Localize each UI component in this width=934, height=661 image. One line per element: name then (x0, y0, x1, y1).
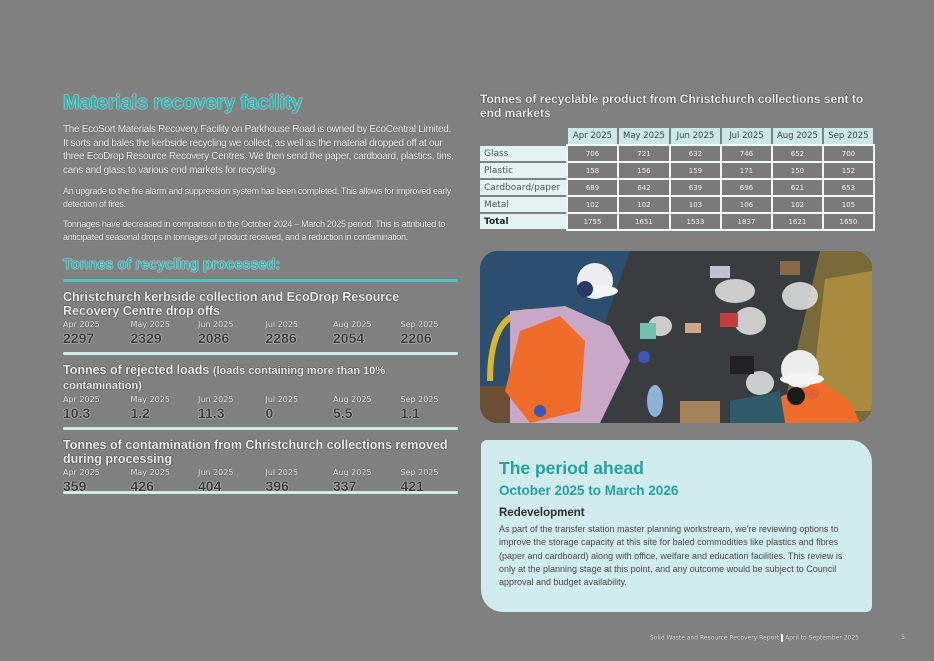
page-number: 5 (901, 634, 905, 641)
stat-cell: Aug 2025 2054 (333, 320, 372, 346)
stat-grid (63, 468, 458, 494)
page-title: Materials recovery facility (63, 92, 303, 114)
end-markets-table (478, 126, 875, 231)
table-row-total (480, 214, 873, 229)
row-label: Total (480, 214, 566, 229)
period-ahead-panel (481, 440, 872, 612)
stat-cell: Jun 2025 404 (198, 468, 234, 494)
footer-report-info: Solid Waste and Resource Recovery Report April to September 2025 (650, 634, 859, 642)
row-label: Glass (480, 146, 566, 161)
sorting-line-photo (480, 251, 872, 423)
column-header: Jun 2025 (671, 128, 720, 144)
table-row (480, 163, 873, 178)
table-corner (480, 128, 566, 144)
upgrade-note: An upgrade to the fire alarm and suppression system has been completed. This allows for improved early detection of fires. (63, 186, 451, 209)
table-cell: 700 (824, 146, 873, 161)
stat-cell: May 2025 426 (130, 468, 170, 494)
table-cell: 1651 (619, 214, 669, 229)
table-cell: 158 (568, 163, 617, 178)
table-cell: 105 (824, 197, 873, 212)
table-row (480, 180, 873, 195)
stat-grid (63, 320, 458, 346)
period-ahead-title: The period ahead (499, 458, 644, 478)
table-cell: 639 (671, 180, 720, 195)
stat-cell: May 2025 1.2 (130, 395, 170, 421)
table-header-row (480, 128, 873, 144)
table-cell: 102 (773, 197, 822, 212)
right-column (480, 92, 875, 231)
intro-paragraph: The EcoSort Materials Recovery Facility on Parkhouse Road is owned by EcoCentral Limited. It sorts and bales the kerbside recycling we collect, as well as the material dropped off at our three EcoDrop Resource Recovery Centres. We then send the paper, cardboard, plastics, tins, cans and glass to various end markets for recycling. (63, 124, 454, 176)
stat-cell: Sep 2025 1.1 (400, 395, 439, 421)
column-header: Sep 2025 (824, 128, 873, 144)
table-cell: 150 (773, 163, 822, 178)
table-cell: 1533 (671, 214, 720, 229)
left-column (63, 92, 458, 494)
stat-cell: Sep 2025 421 (400, 468, 439, 494)
column-header: Aug 2025 (773, 128, 822, 144)
table-cell: 632 (671, 146, 720, 161)
stat-title: Christchurch kerbside collection and EcoDrop Resource Recovery Centre drop offs (63, 290, 400, 318)
divider (63, 352, 458, 355)
stat-cell: Jul 2025 0 (265, 395, 299, 421)
table-cell: 1650 (824, 214, 873, 229)
table-cell: 1755 (568, 214, 617, 229)
table-cell: 106 (722, 197, 771, 212)
stat-cell: Apr 2025 2297 (63, 320, 100, 346)
table-cell: 696 (722, 180, 771, 195)
stat-cell: Apr 2025 359 (63, 468, 100, 494)
table-cell: 621 (773, 180, 822, 195)
table-row (480, 146, 873, 161)
table-cell: 1837 (722, 214, 771, 229)
tonnage-note: Tonnages have decreased in comparison to the October 2024 – March 2025 period. This is attributed to anticipated seasonal drops in tonnages of product received, and a reduction in contamination. (63, 219, 446, 242)
table-title: Tonnes of recyclable product from Christchurch collections sent to end markets (480, 92, 864, 120)
stat-cell: Aug 2025 5.5 (333, 395, 372, 421)
table-cell: 721 (619, 146, 669, 161)
stat-block-contamination (63, 438, 458, 494)
stat-cell: Jun 2025 2086 (198, 320, 234, 346)
page-footer (650, 634, 905, 642)
stat-title: Tonnes of rejected loads (loads containing more than 10% contamination) (63, 363, 386, 392)
table-cell: 1621 (773, 214, 822, 229)
table-row (480, 197, 873, 212)
row-label: Plastic (480, 163, 566, 178)
table-cell: 159 (671, 163, 720, 178)
stat-title: Tonnes of contamination from Christchurch collections removed during processing (63, 438, 448, 466)
table-cell: 642 (619, 180, 669, 195)
stat-cell: Apr 2025 10.3 (63, 395, 100, 421)
stat-cell: May 2025 2329 (130, 320, 170, 346)
footer-separator (781, 634, 783, 642)
redevelopment-heading: Redevelopment (499, 507, 585, 519)
redevelopment-body: As part of the transfer station master planning workstream, we're reviewing options to improve the storage capacity at this site for baled commodities like plastics and fibres (paper and cardboard) along with office, welfare and education facilities. This review is only at the planning stage at this point, and any outcome would be subject to Council approval and budget availability. (499, 524, 843, 588)
period-ahead-dates: October 2025 to March 2026 (499, 483, 679, 498)
table-cell: 102 (568, 197, 617, 212)
section-title: Tonnes of recycling processed: (63, 257, 281, 273)
table-cell: 156 (619, 163, 669, 178)
table-cell: 102 (619, 197, 669, 212)
table-cell: 152 (824, 163, 873, 178)
photo-illustration (480, 251, 872, 423)
column-header: Apr 2025 (568, 128, 617, 144)
table-cell: 653 (824, 180, 873, 195)
stat-cell: Jul 2025 396 (265, 468, 299, 494)
divider (63, 427, 458, 430)
stat-cell: Sep 2025 2206 (400, 320, 439, 346)
table-cell: 103 (671, 197, 720, 212)
stat-cell: Jul 2025 2286 (265, 320, 299, 346)
stat-grid (63, 395, 458, 421)
table-cell: 706 (568, 146, 617, 161)
table-cell: 689 (568, 180, 617, 195)
column-header: Jul 2025 (722, 128, 771, 144)
stat-cell: Aug 2025 337 (333, 468, 372, 494)
stat-cell: Jun 2025 11.3 (198, 395, 234, 421)
stat-block-rejected-loads (63, 363, 458, 421)
stat-block-kerbside (63, 290, 458, 346)
row-label: Metal (480, 197, 566, 212)
table-cell: 171 (722, 163, 771, 178)
column-header: May 2025 (619, 128, 669, 144)
divider (63, 279, 458, 282)
row-label: Cardboard/paper (480, 180, 566, 195)
table-cell: 746 (722, 146, 771, 161)
table-cell: 652 (773, 146, 822, 161)
